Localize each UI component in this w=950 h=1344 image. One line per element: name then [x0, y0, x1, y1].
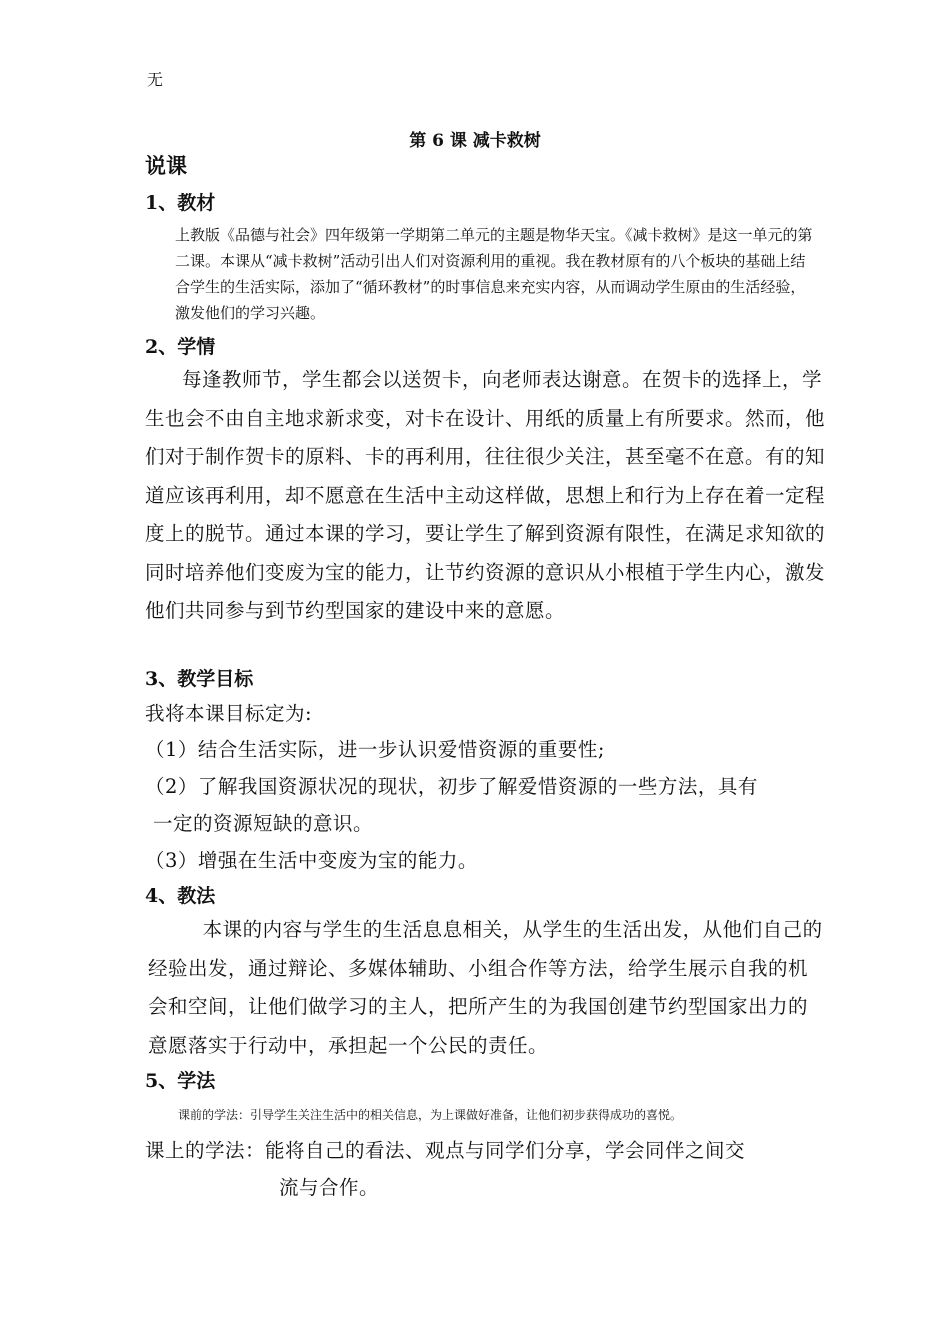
section-heading-learners: 2、学情: [145, 336, 216, 358]
objectives-intro: 我将本课目标定为:: [145, 702, 313, 725]
objective-2-line-2: 一定的资源短缺的意识。: [153, 812, 374, 835]
section-heading-objectives: 3、教学目标: [145, 668, 254, 690]
main-heading: 说课: [145, 153, 187, 178]
section-text-learners: 每逢教师节，学生都会以送贺卡，向老师表达谢意。在贺卡的选择上，学生也会不由自主地求新求变，对卡在设计、用纸的质量上有所要求。然而，他们对于制作贺卡的原料、卡的再利用，往往很少关注，甚至毫不在意。有的知道应该再利用，却不愿意在生活中主动这样做，思想上和行为上存在着一定程度上的脱节。通过本课的学习，要让学生了解到资源有限性，在满足求知欲的同时培养他们变废为宝的能力，让节约资源的意识从小根植于学生内心，激发他们共同参与到节约型国家的建设中来的意愿。: [145, 368, 826, 622]
pre-class-method: 课前的学法：引导学生关注生活中的相关信息，为上课做好准备，让他们初步获得成功的喜悦。: [178, 1108, 683, 1122]
in-class-method-line-2: 流与合作。: [279, 1176, 380, 1199]
section-heading-learning-method: 5、学法: [145, 1070, 216, 1092]
objective-3: （3）增强在生活中变废为宝的能力。: [145, 849, 478, 872]
lesson-title-text: 第 6 课 减卡救树: [409, 131, 541, 151]
section-heading-teaching-method: 4、教法: [145, 885, 216, 907]
page-header: 无: [147, 70, 164, 89]
section-text-teaching-method: 本课的内容与学生的生活息息相关，从学生的生活出发，从他们自己的经验出发，通过辩论、多媒体辅助、小组合作等方法，给学生展示自我的机会和空间，让他们做学习的主人，把所产生的为我国创建节约型国家出力的意愿落实于行动中，承担起一个公民的责任。: [148, 918, 823, 1057]
section-text-textbook: 上教版《品德与社会》四年级第一学期第二单元的主题是物华天宝。《减卡救树》是这一单元的第二课。本课从“减卡救树”活动引出人们对资源利用的重视。我在教材原有的八个板块的基础上结合学生的生活实际，添加了“循环教材”的时事信息来充实内容，从而调动学生原由的生活经验，激发他们的学习兴趣。: [175, 226, 813, 322]
objective-2-line-1: （2）了解我国资源状况的现状，初步了解爱惜资源的一些方法，具有: [145, 775, 758, 798]
objective-1: （1）结合生活实际，进一步认识爱惜资源的重要性;: [145, 738, 605, 761]
lesson-title: [0, 126, 950, 151]
in-class-method-line-1: 课上的学法：能将自己的看法、观点与同学们分享，学会同伴之间交: [145, 1139, 746, 1162]
section-heading-textbook: 1、教材: [145, 192, 216, 214]
